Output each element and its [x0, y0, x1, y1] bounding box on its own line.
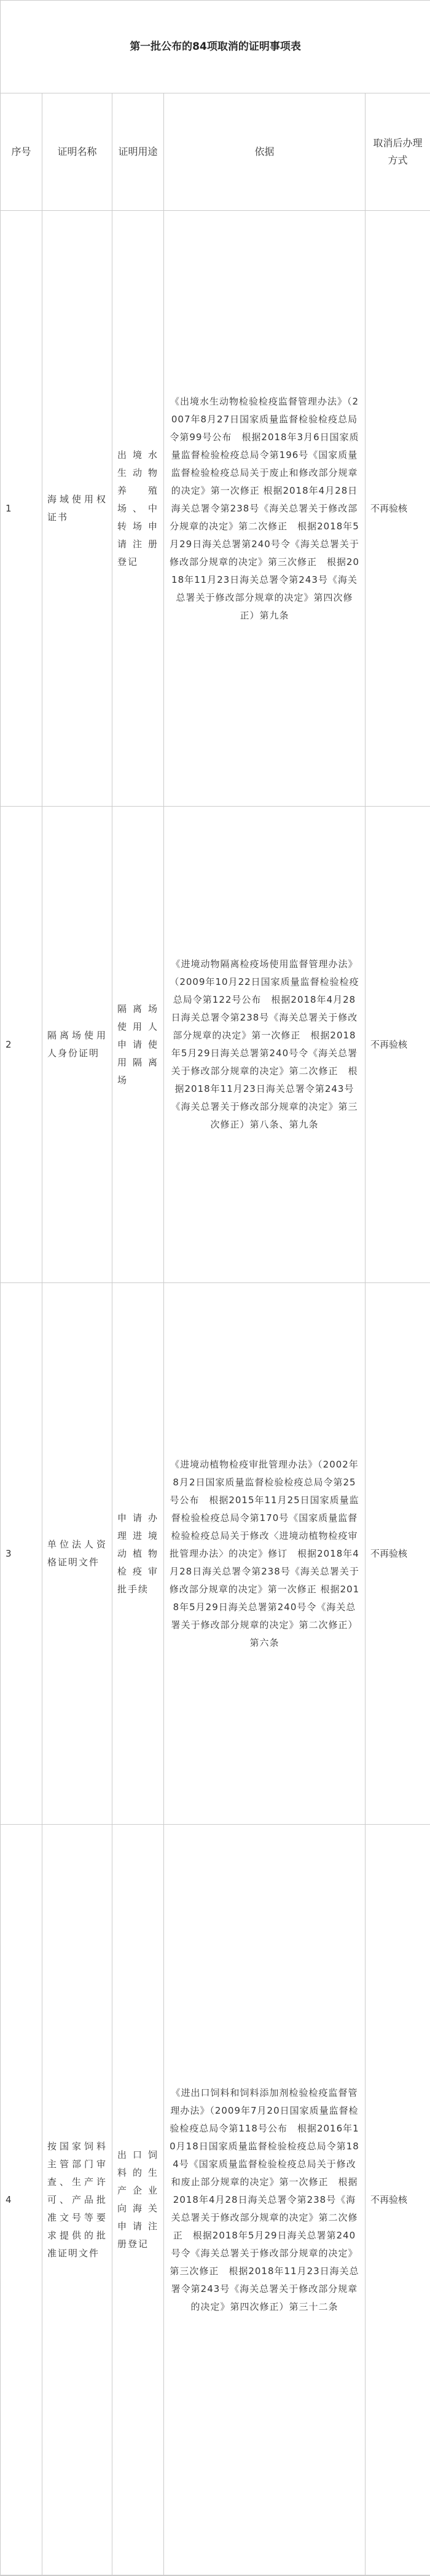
table-row — [1, 807, 430, 1283]
cell-after: 不再验核 — [366, 211, 430, 807]
cell-after: 不再验核 — [366, 1283, 430, 1825]
table-row — [1, 1825, 430, 2575]
table-row — [1, 1283, 430, 1825]
cell-use: 出口饲料的生产企业向海关申请注册登记 — [112, 1825, 164, 2575]
cell-basis: 《进出口饲料和饲料添加剂检验检疫监督管理办法》（2009年7月20日国家质量监督检验检疫总局令第118号公布 根据2016年10月18日国家质量监督检验检疫总局令第184号《国家质量监督检验检疫总局关于修改和废止部分规章的决定》第一次修正 根据2018年4月28日海关总署令第238号《海关总署关于修改部分规章的决定》第二次修正 根据2018年5月29日海关总署第240号令《海关总署关于修改部分规章的决定》第三次修正 根据2018年11月23日海关总署令第243号《海关总署关于修改部分规章的决定》第四次修正）第三十二条 — [164, 1825, 366, 2575]
cell-after: 不再验核 — [366, 1825, 430, 2575]
cell-empty — [42, 2575, 112, 2576]
cell-basis: 《进境动植物检疫审批管理办法》（2002年8月2日国家质量监督检验检疫总局令第25号公布 根据2015年11月25日国家质量监督检验检疫总局令第170号《国家质量监督检验检疫总局关于修改〈进境动植物检疫审批管理办法〉的决定》修订 根据2018年4月28日海关总署令第238号《海关总署关于修改部分规章的决定》第一次修正 根据2018年5月29日海关总署第240号令《海关总署关于修改部分规章的决定》第二次修正）第六条 — [164, 1283, 366, 1825]
cell-name: 单位法人资格证明文件 — [42, 1283, 112, 1825]
cell-name: 隔离场使用人身份证明 — [42, 807, 112, 1283]
cell-name: 按国家饲料主管部门审查、生产许可、产品批准文号等要求提供的批准证明文件 — [42, 1825, 112, 2575]
cell-use: 隔离场使用人申请使用隔离场 — [112, 807, 164, 1283]
header-name: 证明名称 — [42, 93, 112, 211]
cell-empty — [112, 2575, 164, 2576]
cell-basis: 《进境动物隔离检疫场使用监督管理办法》（2009年10月22日国家质量监督检验检疫总局令第122号公布 根据2018年4月28日海关总署令第238号《海关总署关于修改部分规章的决定》第一次修正 根据2018年5月29日海关总署第240号令《海关总署关于修改部分规章的决定》第二次修正 根据2018年11月23日海关总署令第243号《海关总署关于修改部分规章的决定》第三次修正）第八条、第九条 — [164, 807, 366, 1283]
cell-no: 3 — [1, 1283, 42, 1825]
header-no: 序号 — [1, 93, 42, 211]
table-row-partial — [1, 2575, 430, 2576]
cell-no: 2 — [1, 807, 42, 1283]
cell-empty — [164, 2575, 366, 2576]
header-after: 取消后办理方式 — [366, 93, 430, 211]
header-basis: 依据 — [164, 93, 366, 211]
cell-use: 申请办理进境动植物检疫审批手续 — [112, 1283, 164, 1825]
cell-name: 海域使用权证书 — [42, 211, 112, 807]
cell-after: 不再验核 — [366, 807, 430, 1283]
table-row — [1, 211, 430, 807]
cell-empty — [1, 2575, 42, 2576]
header-row — [1, 93, 430, 211]
cell-no: 1 — [1, 211, 42, 807]
cell-use: 出境水生动物养殖场、中转场申请注册登记 — [112, 211, 164, 807]
cell-empty — [366, 2575, 430, 2576]
table-title: 第一批公布的84项取消的证明事项表 — [1, 1, 430, 93]
cell-basis: 《出境水生动物检验检疫监督管理办法》（2007年8月27日国家质量监督检验检疫总局令第99号公布 根据2018年3月6日国家质量监督检验检疫总局令第196号《国家质量监督检验检疫总局关于废止和修改部分规章的决定》第一次修正 根据2018年4月28日海关总署令第238号《海关总署关于修改部分规章的决定》第二次修正 根据2018年5月29日海关总署第240号令《海关总署关于修改部分规章的决定》第三次修正 根据2018年11月23日海关总署令第243号《海关总署关于修改部分规章的决定》第四次修正）第九条 — [164, 211, 366, 807]
cell-no: 4 — [1, 1825, 42, 2575]
header-use: 证明用途 — [112, 93, 164, 211]
